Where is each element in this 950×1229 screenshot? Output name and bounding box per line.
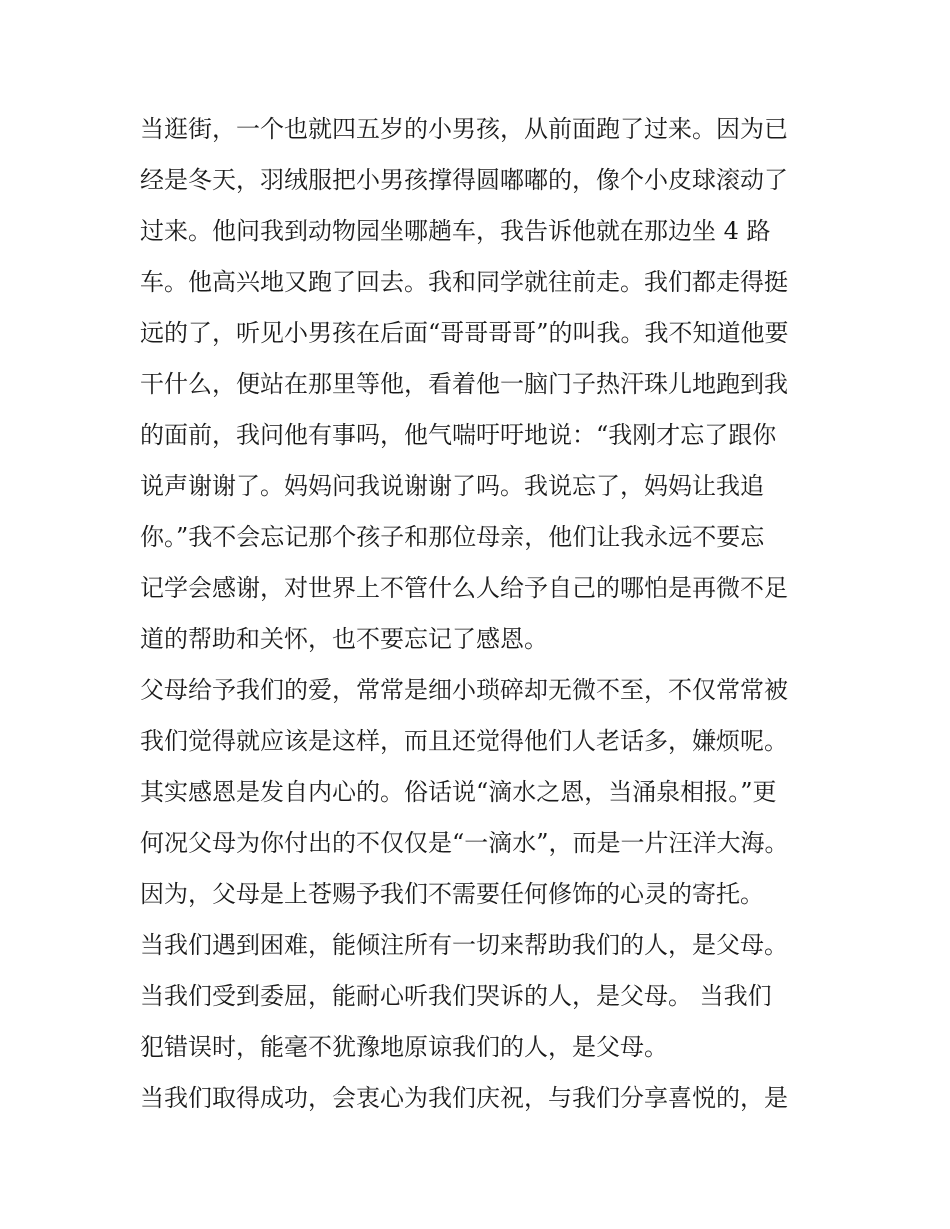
text-line-20: 当我们取得成功，会衷心为我们庆祝，与我们分享喜悦的，是 <box>140 1084 788 1112</box>
text-line-15: 何况父母为你付出的不仅仅是“一滴水”，而是一片汪洋大海。 <box>140 829 789 857</box>
text-line-4: 车。他高兴地又跑了回去。我和同学就往前走。我们都走得挺 <box>140 268 788 296</box>
body-text <box>140 104 820 1124</box>
text-line-1: 当逛街，一个也就四五岁的小男孩，从前面跑了过来。因为已 <box>140 115 788 143</box>
text-line-18: 当我们受到委屈，能耐心听我们哭诉的人，是父母。 当我们 <box>140 982 772 1010</box>
text-line-12: 父母给予我们的爱，常常是细小琐碎却无微不至，不仅常常被 <box>140 676 788 704</box>
text-line-9: 你。”我不会忘记那个孩子和那位母亲，他们让我永远不要忘 <box>140 523 765 551</box>
text-line-16: 因为，父母是上苍赐予我们不需要任何修饰的心灵的寄托。 <box>140 880 764 908</box>
text-line-11: 道的帮助和关怀，也不要忘记了感恩。 <box>140 625 548 653</box>
text-line-5: 远的了，听见小男孩在后面“哥哥哥哥”的叫我。我不知道他要 <box>140 319 789 347</box>
text-line-8: 说声谢谢了。妈妈问我说谢谢了吗。我说忘了，妈妈让我追 <box>140 472 764 500</box>
text-line-17: 当我们遇到困难，能倾注所有一切来帮助我们的人，是父母。 <box>140 931 788 959</box>
text-line-13: 我们觉得就应该是这样，而且还觉得他们人老话多，嫌烦呢。 <box>140 727 788 755</box>
text-line-3: 过来。他问我到动物园坐哪趟车，我告诉他就在那边坐 4 路 <box>140 217 771 245</box>
text-line-10: 记学会感谢，对世界上不管什么人给予自己的哪怕是再微不足 <box>140 574 788 602</box>
text-line-6: 干什么，便站在那里等他，看着他一脑门子热汗珠儿地跑到我 <box>140 370 788 398</box>
text-line-19: 犯错误时，能毫不犹豫地原谅我们的人，是父母。 <box>140 1033 668 1061</box>
text-line-2: 经是冬天，羽绒服把小男孩撑得圆嘟嘟的，像个小皮球滚动了 <box>140 166 788 194</box>
text-line-14: 其实感恩是发自内心的。俗话说“滴水之恩，当涌泉相报。”更 <box>140 778 777 806</box>
text-line-7: 的面前，我问他有事吗，他气喘吁吁地说：“我刚才忘了跟你 <box>140 421 777 449</box>
